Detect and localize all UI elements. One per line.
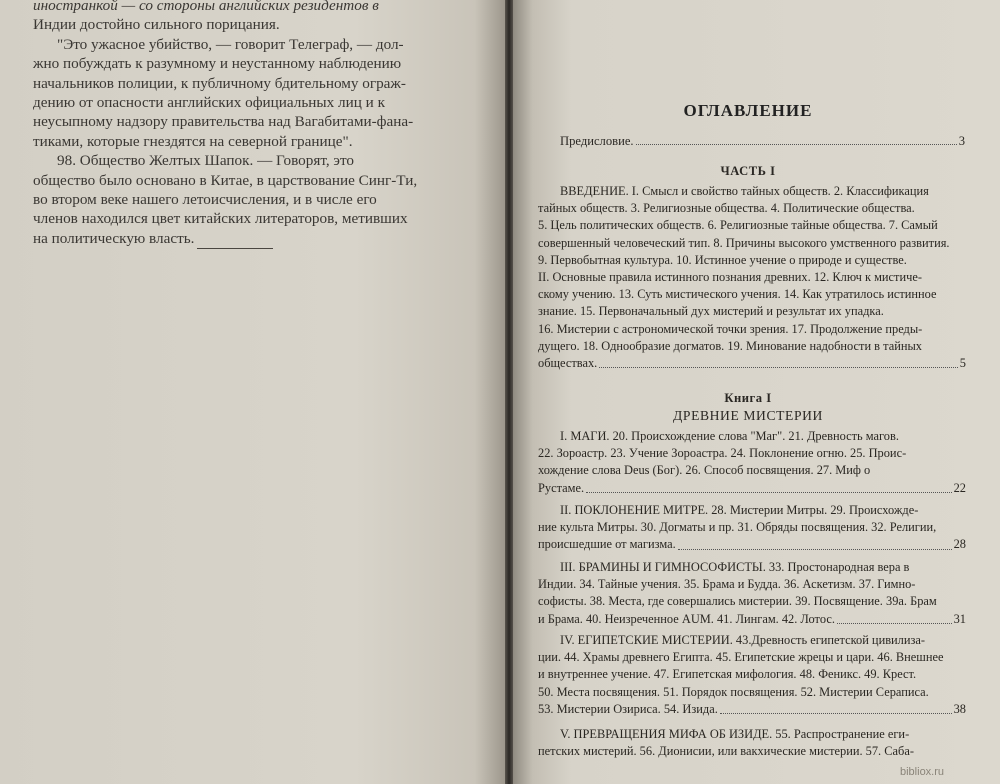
entry-line: ВВЕДЕНИЕ. I. Смысл и свойство тайных обществ. 2. Классификация [560,184,929,198]
left-page-text [33,0,445,248]
entry-page: 28 [953,537,966,552]
entry-line: совершенный человеческий тип. 8. Причины высокого умственного развития. [538,235,950,250]
left-line: 98. Общество Желтых Шапок. — Говорят, это [57,152,354,170]
entry-line: тайных обществ. 3. Религиозные общества. 4. Политические общества. [538,201,915,216]
left-line: иностранкой — со стороны английских резидентов в [33,0,379,14]
toc-entry-isis[interactable] [538,726,966,760]
entry-page: 22 [953,480,966,495]
left-line: дению от опасности английских официальных лиц и к [33,94,385,112]
entry-last-line: 53. Мистерии Озириса. 54. Изида. [538,701,718,716]
leader-dots [837,623,952,624]
entry-line: петских мистерий. 56. Дионисии, или вакхические мистерии. 57. Саба- [538,744,914,759]
left-line: начальников полиции, к публичному бдительному ограж- [33,74,406,92]
entry-line: знание. 15. Первоначальный дух мистерий и результат их упадка. [538,304,884,319]
leader-dots [636,144,957,145]
entry-last-line: и Брама. 40. Неизреченное AUM. 41. Лингам. 42. Лотос. [538,611,835,626]
entry-line: Индии. 34. Тайные учения. 35. Брама и Будда. 36. Аскетизм. 37. Гимно- [538,577,916,592]
preface-page: 3 [958,134,965,148]
entry-page: 38 [953,701,966,716]
book-gutter [505,0,513,784]
preface-label: Предисловие. [560,134,634,148]
toc-entry-brahmins[interactable] [538,559,966,628]
leader-dots [720,713,952,714]
entry-line: дущего. 18. Однообразие догматов. 19. Минование надобности в тайных [538,338,922,353]
left-line: членов находился цвет китайских литераторов, метивших [33,210,408,228]
entry-last-line: происшедшие от магизма. [538,537,676,552]
book-subtitle: ДРЕВНИЕ МИСТЕРИИ [673,408,823,423]
section-end-rule [197,248,273,249]
entry-line: ции. 44. Храмы древнего Египта. 45. Египетские жрецы и цари. 46. Внешнее [538,650,944,665]
entry-page: 5 [959,356,966,371]
left-line: Индии достойно сильного порицания. [33,16,280,34]
entry-line: 5. Цель политических обществ. 6. Религиозные тайные общества. 7. Самый [538,218,938,233]
left-line: во втором веке нашего летоисчисления, и в числе его [33,191,377,209]
left-line: неусыпному надзору правительства над Вагабитами-фана- [33,113,414,131]
entry-line: III. БРАМИНЫ И ГИМНОСОФИСТЫ. 33. Простонародная вера в [560,560,910,574]
toc-entry-magi[interactable] [538,428,966,497]
left-line: "Это ужасное убийство, — говорит Телеграф, — дол- [57,35,404,53]
entry-line: ние культа Митры. 30. Догматы и пр. 31. Обряды посвящения. 32. Религии, [538,520,937,535]
leader-dots [586,492,952,493]
entry-line: II. ПОКЛОНЕНИЕ МИТРЕ. 28. Мистерии Митры. 29. Происхожде- [560,503,919,517]
entry-line: IV. ЕГИПЕТСКИЕ МИСТЕРИИ. 43.Древность египетской цивилиза- [560,633,926,647]
entry-line: хождение слова Deus (Бог). 26. Способ посвящения. 27. Миф о [538,463,871,478]
entry-line: 9. Первобытная культура. 10. Истинное учение о природе и существе. [538,252,907,267]
toc-entry-introduction[interactable] [538,183,966,372]
entry-line: II. Основные правила истинного познания древних. 12. Ключ к мистиче- [538,270,922,285]
leader-dots [678,549,952,550]
watermark: bibliox.ru [900,766,945,778]
book-title: Книга I [724,391,772,405]
toc-title: ОГЛАВЛЕНИЕ [683,101,813,120]
part-title: ЧАСТЬ I [720,164,776,178]
entry-line: I. МАГИ. 20. Происхождение слова "Маг". 21. Древность магов. [560,429,899,443]
toc-entry-mithras[interactable] [538,502,966,554]
entry-page: 31 [953,611,966,626]
entry-last-line: обществах. [538,356,598,371]
left-line: тиками, которые гнездятся на северной границе". [33,132,353,150]
toc-entry-egyptian[interactable] [538,632,966,718]
entry-line: и внутреннее учение. 47. Египетская мифология. 48. Феникс. 49. Крест. [538,667,917,682]
entry-line: скому учению. 13. Суть мистического учения. 14. Как утратилось истинное [538,287,937,302]
left-line: жно побуждать к разумному и неустанному наблюдению [33,55,402,73]
left-line: на политическую власть. [33,229,195,247]
entry-line: V. ПРЕВРАЩЕНИЯ МИФА ОБ ИЗИДЕ. 55. Распространение еги- [560,727,910,741]
entry-line: софисты. 38. Места, где совершались мистерии. 39. Посвящение. 39а. Брам [538,594,937,609]
entry-line: 22. Зороастр. 23. Учение Зороастра. 24. Поклонение огню. 25. Проис- [538,446,907,461]
entry-line: 50. Места посвящения. 51. Порядок посвящения. 52. Мистерии Сераписа. [538,684,929,699]
entry-line: 16. Мистерии с астрономической точки зрения. 17. Продолжение преды- [538,321,923,336]
toc-preface-row[interactable] [560,134,965,149]
entry-last-line: Рустаме. [538,480,585,495]
left-line: общество было основано в Китае, в царствование Синг-Ти, [33,171,418,189]
leader-dots [599,367,958,368]
